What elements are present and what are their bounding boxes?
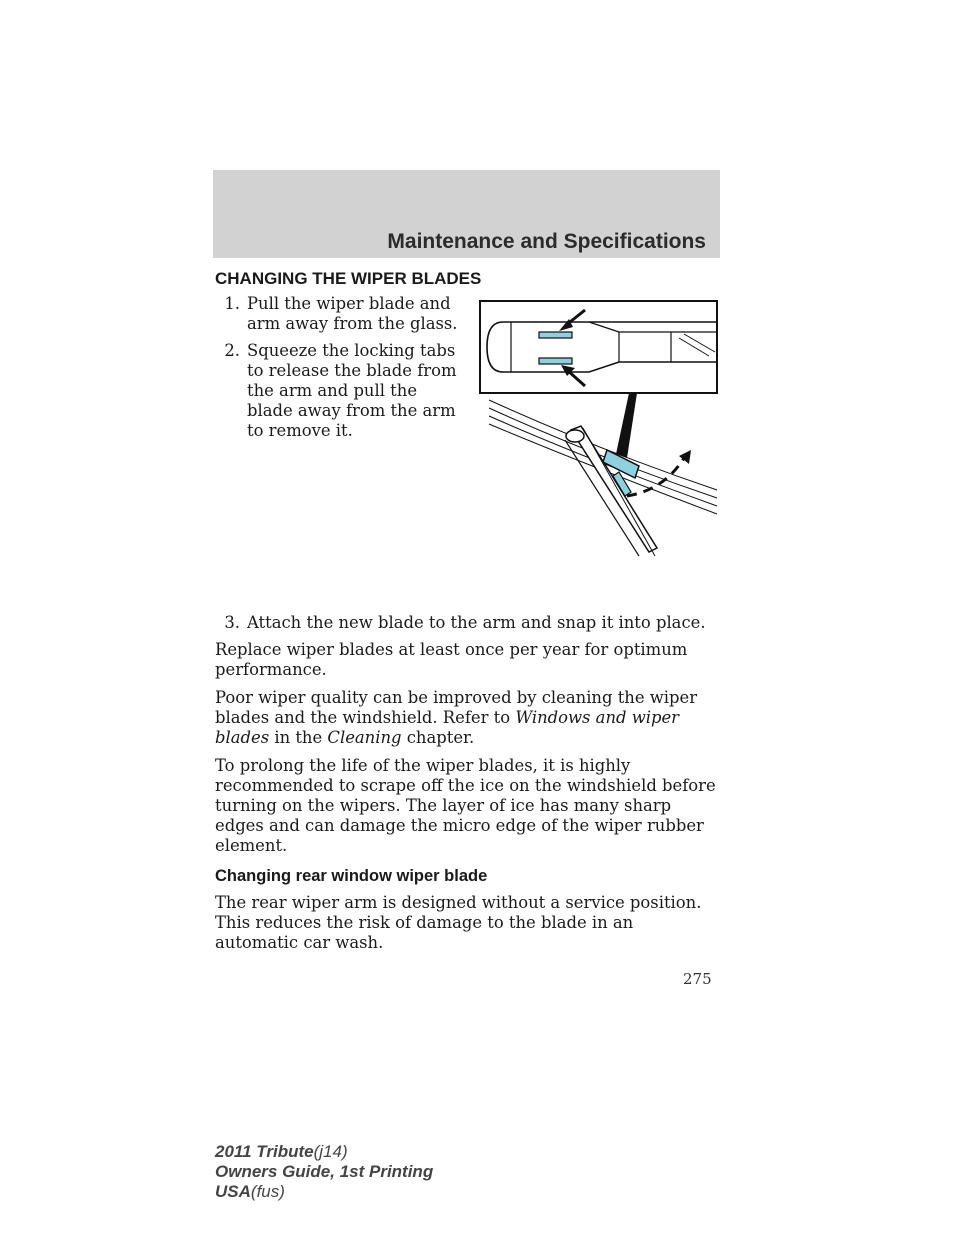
section-header-band	[213, 170, 720, 258]
inset-frame	[480, 301, 717, 393]
cross-reference-windows: Windows and wiper blades	[215, 708, 680, 747]
rear-wiper-heading: Changing rear window wiper blade	[215, 867, 488, 885]
locking-tab-top	[539, 332, 572, 338]
step-text: Squeeze the locking tabs to release the blade from the arm and pull the blade away from the arm to remove it.	[247, 341, 457, 440]
footer-line-1	[215, 1142, 433, 1162]
text-span: Poor wiper quality can be improved by cleaning the wiper blades and the windshield. Refer to	[215, 688, 698, 727]
step-1	[215, 294, 465, 334]
step-number: 1.	[224, 294, 240, 313]
print-footer	[215, 1142, 433, 1202]
footer-market: USA	[215, 1182, 251, 1201]
paragraph-wiper-quality	[215, 688, 720, 748]
footer-market-code: (fus)	[250, 1182, 285, 1201]
removal-arrow-head	[679, 450, 691, 464]
callout-pointer	[616, 393, 637, 458]
section-header-title: Maintenance and Specifications	[387, 230, 706, 253]
text-span: chapter.	[401, 728, 475, 747]
wiper-blade-illustration	[479, 300, 719, 558]
text-span: in the	[269, 728, 328, 747]
page-number: 275	[683, 970, 712, 988]
paragraph-replace-frequency: Replace wiper blades at least once per year for optimum performance.	[215, 640, 688, 679]
cross-reference-cleaning: Cleaning	[327, 728, 402, 747]
step-3	[215, 613, 720, 633]
rear-wiper-text: The rear wiper arm is designed without a service position. This reduces the risk of damage to the blade in an automatic car wash.	[215, 893, 702, 952]
footer-guide: Owners Guide, 1st Printing	[215, 1162, 434, 1181]
step-number: 2.	[224, 341, 240, 360]
footer-line-2	[215, 1162, 433, 1182]
footer-model-code: (j14)	[313, 1142, 348, 1161]
step-text: Pull the wiper blade and arm away from the glass.	[247, 294, 458, 333]
locking-tab-bottom	[539, 358, 572, 364]
footer-line-3	[215, 1182, 433, 1202]
section-title: CHANGING THE WIPER BLADES	[215, 269, 482, 288]
paragraph-ice-warning: To prolong the life of the wiper blades, it is highly recommended to scrape off the ice on the windshield before turning on the wipers. The layer of ice has many sharp edges and can damage the micro edge of the wiper rubber element.	[215, 756, 716, 855]
step-number: 3.	[224, 613, 240, 632]
arm-pivot	[566, 430, 584, 442]
wiper-arm	[571, 426, 657, 552]
step-2	[215, 341, 465, 441]
step-text: Attach the new blade to the arm and snap it into place.	[247, 613, 706, 632]
footer-model: 2011 Tribute	[215, 1142, 314, 1161]
